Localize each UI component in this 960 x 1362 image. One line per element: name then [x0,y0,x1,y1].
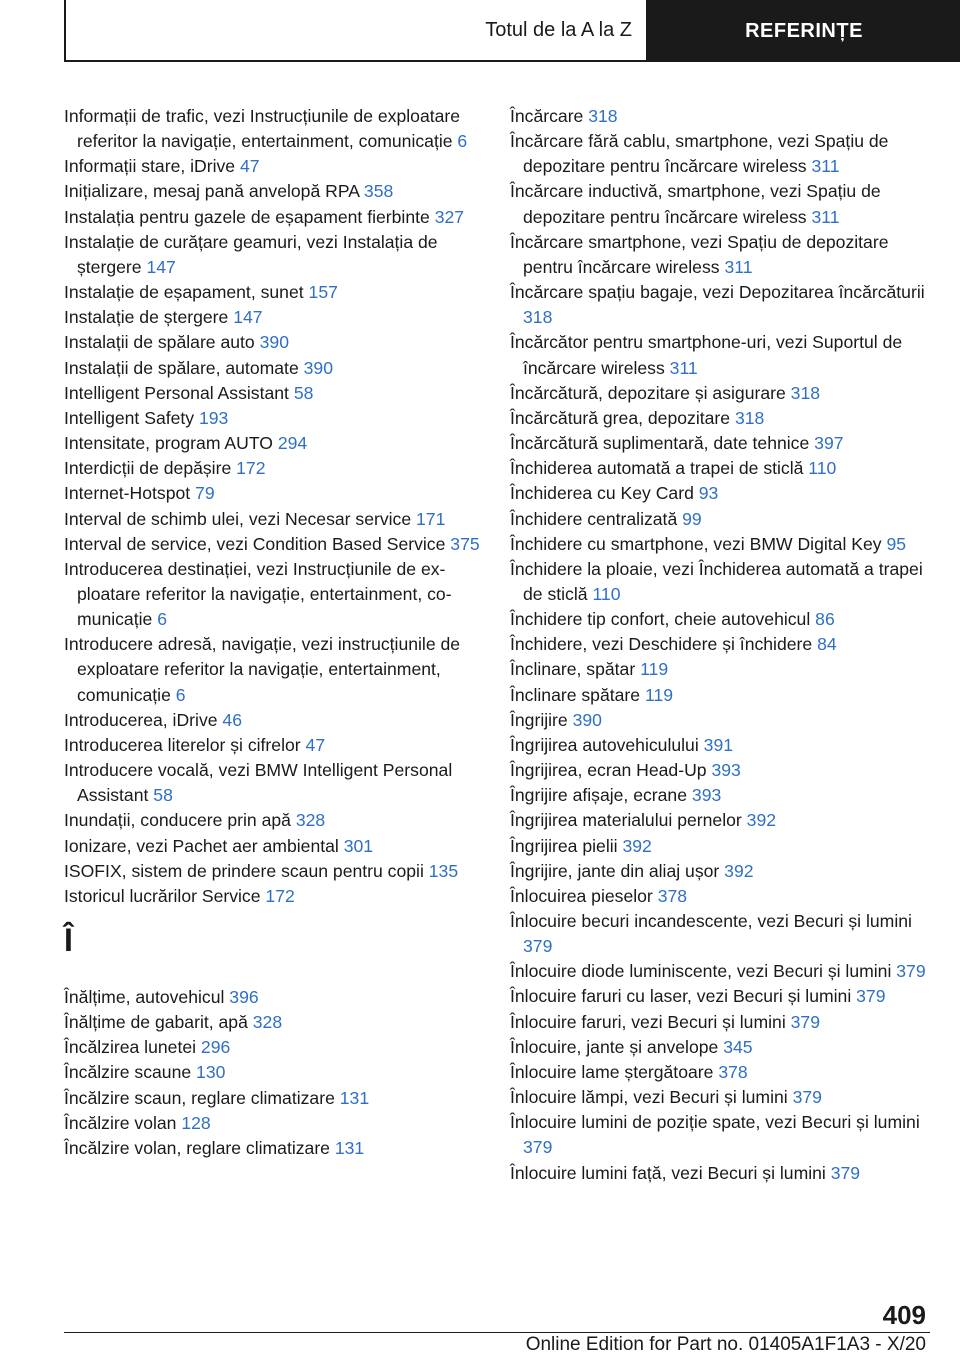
index-page-link[interactable]: 6 [175,684,186,705]
index-entry-text: Introducere vocală, vezi BMW Intelligent Personal Assistant [64,760,453,806]
index-page-link[interactable]: 318 [588,106,618,126]
index-entry [510,481,940,506]
chapter-tab: REFERINȚE [648,0,960,62]
index-page-link[interactable]: 393 [691,785,722,806]
footer-text: Online Edition for Part no. 01405A1F1A3 - X/20 [525,1334,926,1355]
index-entry-text: Îngrijirea, ecran Head-Up [510,760,712,781]
index-entry [64,381,484,406]
index-entry-text: Instalație de eșapament, sunet [64,282,309,303]
index-entry [510,657,940,682]
index-page-link[interactable]: 95 [886,533,907,554]
index-page-link[interactable]: 375 [450,533,480,554]
index-page-link[interactable]: 379 [896,961,926,982]
index-page-link[interactable]: 119 [644,684,674,705]
index-entry-text: Înclinare spătare [510,684,645,705]
index-entry [64,632,484,707]
index-entry-text: Închidere tip confort, cheie autovehicul [510,609,816,630]
index-entry-text: Îngrijire [510,709,573,730]
index-page-link[interactable]: 328 [295,810,326,831]
index-entry-text: Îngrijirea pielii [510,835,623,856]
index-page-link[interactable]: 378 [718,1061,748,1082]
index-entry [510,1010,940,1035]
index-entry [64,1010,484,1035]
index-entry-text: Înălțime, autovehicul [64,987,230,1007]
index-page-link[interactable]: 311 [811,206,840,227]
index-entry [510,1035,940,1060]
index-entry-text: Închidere, vezi Deschidere și închidere [510,634,818,655]
index-entry [64,356,484,381]
index-page-link[interactable]: 157 [308,282,338,303]
index-page-link[interactable]: 311 [811,156,840,177]
index-entry [510,758,940,783]
index-entry [64,733,484,758]
index-entry [510,330,940,380]
index-page-link[interactable]: 294 [277,433,308,454]
index-entry-text: Îngrijire, jante din aliaj ușor [510,860,725,881]
index-entry [64,406,484,431]
index-entry [510,406,940,431]
index-entry-text: Încălzire scaun, reglare climatizare [64,1087,340,1108]
index-entry-text: Instalație de ștergere [64,307,234,328]
index-page-link[interactable]: 172 [236,458,266,479]
index-entry [64,532,484,557]
index-entry-text: Inundații, conducere prin apă [64,810,296,831]
index-entry [510,129,940,179]
index-entry-text: Înlocuire lumini de poziție spate, vezi Becuri și lumini [510,1112,920,1133]
index-page-link[interactable]: 296 [200,1037,231,1058]
index-page-link[interactable]: 128 [181,1112,211,1133]
index-entry [510,280,940,330]
index-entry [64,507,484,532]
index-page-link[interactable]: 110 [592,583,621,604]
index-entry-text: Încălzire volan [64,1112,182,1133]
index-entry-text: Încărcare spațiu bagaje, vezi Depozitarea încărcăturii [510,282,925,303]
index-entry-text: Interdicții de depășire [64,458,237,479]
index-list-right [510,104,940,1186]
index-entry-text: Închiderea cu Key Card [510,483,699,504]
index-page-link[interactable]: 86 [815,609,835,630]
index-entry [510,607,940,632]
index-entry [64,884,484,909]
index-page-link[interactable]: 391 [703,734,734,755]
index-page-link[interactable]: 147 [146,256,176,277]
index-page-link[interactable]: 79 [195,483,215,504]
index-page-link[interactable]: 318 [523,307,553,328]
index-entry-text: Instalația pentru gazele de eșapament fierbinte [64,206,435,227]
index-entry-text: Încărcătură grea, depozitare [510,407,735,428]
index-page-link[interactable]: 379 [790,1011,820,1032]
index-entry-text: Instalație de curățare geamuri, vezi Instalația de ștergere [64,231,438,277]
index-page-link[interactable]: 390 [259,332,289,353]
index-entry [64,708,484,733]
page-header [64,0,960,64]
index-entry [64,230,484,280]
index-entry [510,431,940,456]
index-page-link[interactable]: 318 [790,382,821,403]
index-entry [510,1110,940,1160]
index-page-link[interactable]: 379 [792,1087,822,1108]
index-entry-text: Înlocuire diode luminiscente, vezi Becuri și lumini [510,961,897,982]
index-page-link[interactable]: 301 [343,835,374,856]
index-entry [510,783,940,808]
index-entry-text: Înlocuire lame ștergătoare [510,1061,719,1082]
index-entry [510,683,940,708]
index-page-link[interactable]: 328 [252,1012,283,1033]
index-entry [510,381,940,406]
index-column-left [64,104,484,1161]
index-entry [64,1060,484,1085]
index-entry [64,330,484,355]
index-entry-text: Îngrijirea autovehiculului [510,734,704,755]
index-entry-text: Îngrijire afișaje, ecrane [510,785,692,806]
index-entry [510,532,940,557]
index-entry-text: Instalații de spălare auto [64,332,260,353]
section-letter: Î [64,922,73,958]
index-entry-text: Informații de trafic, vezi Instrucțiunile de exploatare referitor la navigație, entertainment, comunicație [64,106,461,152]
index-entry [510,909,940,959]
index-entry [64,1136,484,1161]
index-entry-text: Înlocuirea pieselor [510,885,658,906]
index-entry-text: Introducere adresă, navigație, vezi instrucțiunile de exploatare referitor la navigație, entertainment, comunicație [64,634,461,705]
index-entry-text: Închidere cu smartphone, vezi BMW Digital Key [510,533,887,554]
index-entry [510,708,940,733]
index-entry-text: Încărcare inductivă, smartphone, vezi Spațiu de depozitare pentru încărcare wireless [510,181,881,227]
index-entry [510,1060,940,1085]
index-entry [510,456,940,481]
index-page-link[interactable]: 392 [622,835,652,856]
index-page-link[interactable]: 93 [698,483,719,504]
index-list-i [64,104,484,909]
index-entry [64,834,484,859]
index-page-link[interactable]: 378 [657,885,688,906]
index-page-link[interactable]: 392 [724,860,754,881]
index-page-link[interactable]: 47 [239,156,260,177]
index-entry-text: Închidere centralizată [510,508,683,529]
index-entry [510,733,940,758]
index-entry [510,808,940,833]
index-entry [64,205,484,230]
index-page-link[interactable]: 172 [265,885,295,906]
index-entry-text: Intelligent Safety [64,407,199,428]
index-entry-text: Încărcătură suplimentară, date tehnice [510,433,815,454]
index-entry-text: Încălzire volan, reglare climatizare [64,1137,335,1158]
index-page-link[interactable]: 135 [428,860,459,881]
index-page-link[interactable]: 397 [814,433,844,454]
index-entry-text: Înlocuire, jante și anvelope [510,1036,724,1057]
index-entry [64,104,484,154]
index-page-link[interactable]: 171 [416,508,446,529]
index-entry-text: Instalații de spălare, automate [64,357,304,378]
index-page-link[interactable]: 47 [305,734,326,755]
index-page-link[interactable]: 392 [746,810,777,831]
index-page-link[interactable]: 193 [198,407,229,428]
index-entry [64,1086,484,1111]
index-page-link[interactable]: 379 [523,1137,553,1158]
index-entry [510,104,940,129]
index-page-link[interactable]: 393 [711,760,741,781]
index-page-link[interactable]: 327 [434,206,465,227]
footer-divider [64,1332,930,1333]
index-column-right [510,104,940,1186]
index-entry-text: Încărcare [510,106,589,126]
index-entry-text: Intensitate, program AUTO [64,433,278,454]
index-entry [64,808,484,833]
page-number: 409 [882,1300,926,1330]
index-entry [510,884,940,909]
index-entry-text: Închidere la ploaie, vezi Închiderea automată a trapei de sticlă [510,558,923,604]
index-entry [64,985,484,1010]
index-entry [510,959,940,984]
index-entry [64,1111,484,1136]
index-entry [64,758,484,808]
index-page-link[interactable]: 311 [669,357,698,378]
index-entry [64,431,484,456]
index-page-link[interactable]: 84 [817,634,837,655]
index-entry [510,230,940,280]
index-entry-text: Internet-Hotspot [64,483,196,504]
index-entry-text: Îngrijirea materialului pernelor [510,810,747,831]
index-entry-text: ISOFIX, sistem de prindere scaun pentru copii [64,860,429,881]
index-page-link[interactable]: 130 [196,1062,226,1083]
index-entry-text: Încărcare fără cablu, smartphone, vezi Spațiu de depozitare pentru încărcare wireless [510,131,889,177]
index-entry [510,859,940,884]
index-entry-text: Introducerea, iDrive [64,709,223,730]
index-entry [64,456,484,481]
index-entry-text: Intelligent Personal Assistant [64,382,294,403]
index-page-link[interactable]: 396 [229,987,259,1007]
index-entry [64,305,484,330]
index-entry-text: Istoricul lucrărilor Service [64,885,266,906]
index-page-link[interactable]: 99 [682,508,702,529]
index-entry [510,632,940,657]
index-page-link[interactable]: 147 [233,307,263,328]
index-entry-text: Încărcător pentru smartphone-uri, vezi Suportul de încărcare wireless [510,332,903,378]
index-entry-text: Închiderea automată a trapei de sticlă [510,458,809,479]
index-entry [510,984,940,1009]
index-entry [510,1085,940,1110]
index-page-link[interactable]: 119 [640,659,669,680]
index-list-i-circumflex [64,985,484,1161]
index-page-link[interactable]: 6 [457,131,468,152]
index-page-link[interactable]: 318 [734,407,765,428]
index-page-link[interactable]: 345 [723,1036,753,1057]
index-entry-text: Informații stare, iDrive [64,156,240,177]
index-entry-text: Inițializare, mesaj pană anvelopă RPA [64,181,364,202]
index-entry-text: Interval de schimb ulei, vezi Necesar service [64,508,417,529]
index-entry [510,507,940,532]
index-entry [64,859,484,884]
index-entry [510,834,940,859]
index-page-link[interactable]: 131 [334,1137,365,1158]
index-page-link[interactable]: 379 [830,1162,861,1183]
index-page-link[interactable]: 58 [293,382,314,403]
index-entry-text: Înlocuire lămpi, vezi Becuri și lumini [510,1087,793,1108]
index-entry [64,1035,484,1060]
index-entry-text: Înclinare, spătar [510,659,641,680]
index-page-link[interactable]: 110 [808,458,837,479]
index-entry-text: Ionizare, vezi Pachet aer ambiental [64,835,344,856]
index-entry [64,481,484,506]
index-page-link[interactable]: 58 [153,785,173,806]
index-entry-text: Încălzirea lunetei [64,1037,201,1058]
index-entry [64,280,484,305]
index-entry [64,179,484,204]
index-entry [510,557,940,607]
index-entry [64,557,484,632]
index-entry-text: Înlocuire lumini față, vezi Becuri și lumini [510,1162,831,1183]
index-page-link[interactable]: 358 [363,181,394,202]
index-page-link[interactable]: 131 [339,1087,370,1108]
index-page-link[interactable]: 311 [724,256,753,277]
index-entry [510,1161,940,1186]
index-page-link[interactable]: 6 [157,609,167,630]
index-page-link[interactable]: 390 [572,709,602,730]
index-page-link[interactable]: 379 [523,936,553,957]
index-page-link[interactable]: 379 [856,986,886,1007]
index-entry-text: Încălzire scaune [64,1062,197,1083]
index-entry-text: Introducerea destinației, vezi Instrucțiunile de exploatare referitor la navigație, entertainment, comunicație [64,558,452,630]
index-entry-text: Înlocuire faruri cu laser, vezi Becuri și lumini [510,986,857,1007]
index-entry [64,154,484,179]
index-entry-text: Înlocuire faruri, vezi Becuri și lumini [510,1011,791,1032]
section-title: Totul de la A la Z [64,0,648,62]
index-entry-text: Introducerea literelor și cifrelor [64,734,306,755]
index-page-link[interactable]: 46 [222,709,242,730]
index-entry-text: Interval de service, vezi Condition Based Service [64,533,451,554]
index-entry [510,179,940,229]
index-entry-text: Încărcare smartphone, vezi Spațiu de depozitare pentru încărcare wireless [510,231,889,277]
index-page-link[interactable]: 390 [303,357,333,378]
index-entry-text: Încărcătură, depozitare și asigurare [510,382,791,403]
index-entry-text: Înălțime de gabarit, apă [64,1012,253,1033]
index-entry-text: Înlocuire becuri incandescente, vezi Becuri și lumini [510,911,912,931]
